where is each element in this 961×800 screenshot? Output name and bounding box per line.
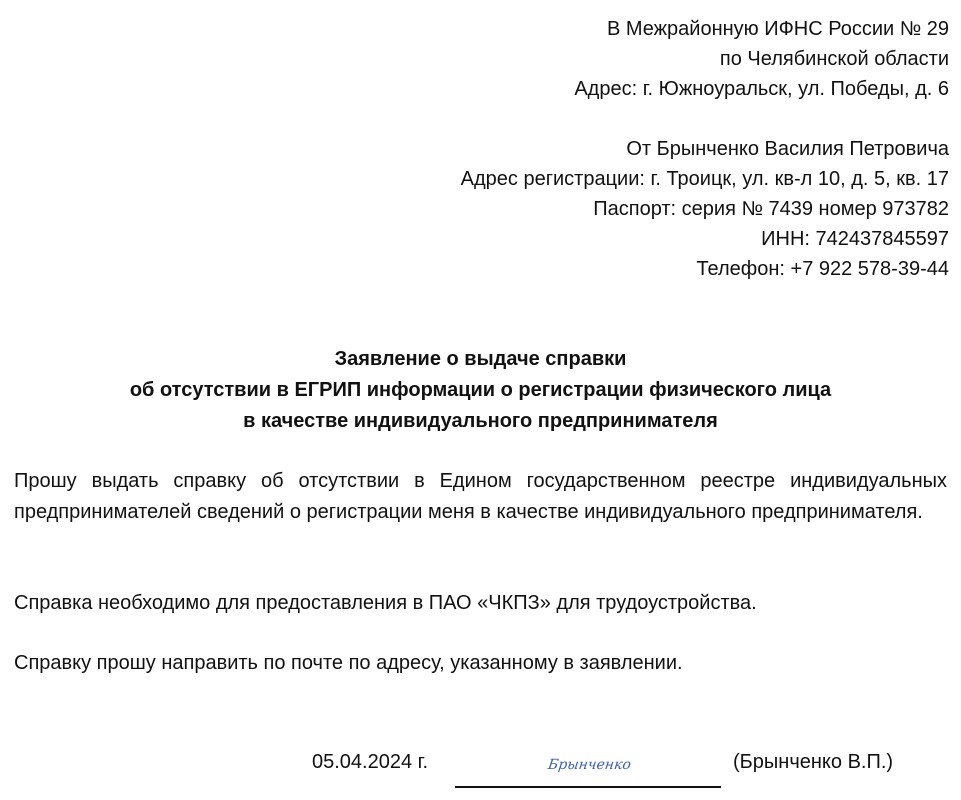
applicant-address: Адрес регистрации: г. Троицк, ул. кв-л 10, д. 5, кв. 17	[460, 168, 949, 190]
spacer	[461, 104, 949, 134]
document-date: 05.04.2024 г.	[312, 751, 429, 773]
body-paragraph-1: Прошу выдать справку об отсутствии в Едином государственном реестре индивидуальных предпринимателей сведений о регистрации меня в качестве индивидуального предпринимателя.	[14, 470, 947, 523]
document-title	[0, 344, 961, 437]
title-line-3: в качестве индивидуального предпринимателя	[243, 410, 718, 432]
applicant-inn: ИНН: 742437845597	[761, 228, 949, 250]
title-line-2: об отсутствии в ЕГРИП информации о регистрации физического лица	[129, 379, 832, 401]
title-line-1: Заявление о выдаче справки	[334, 348, 627, 370]
applicant-name: От Брынченко Василия Петровича	[626, 138, 949, 160]
recipient-address: Адрес: г. Южноуральск, ул. Победы, д. 6	[574, 78, 949, 100]
handwritten-signature: Брынченко	[546, 757, 633, 773]
applicant-phone: Телефон: +7 922 578-39-44	[696, 258, 949, 280]
applicant-passport: Паспорт: серия № 7439 номер 973782	[593, 198, 949, 220]
recipient-line-1: В Межрайонную ИФНС России № 29	[606, 18, 949, 40]
addressee-block	[461, 14, 949, 284]
signer-name: (Брынченко В.П.)	[733, 751, 894, 773]
signature-line	[455, 786, 721, 788]
recipient-line-2: по Челябинской области	[719, 48, 949, 70]
body-paragraph-2: Справка необходимо для предоставления в ПАО «ЧКПЗ» для трудоустройства.	[14, 592, 757, 614]
body-paragraph-3: Справку прошу направить по почте по адресу, указанному в заявлении.	[14, 652, 683, 674]
signature-row	[0, 747, 961, 787]
